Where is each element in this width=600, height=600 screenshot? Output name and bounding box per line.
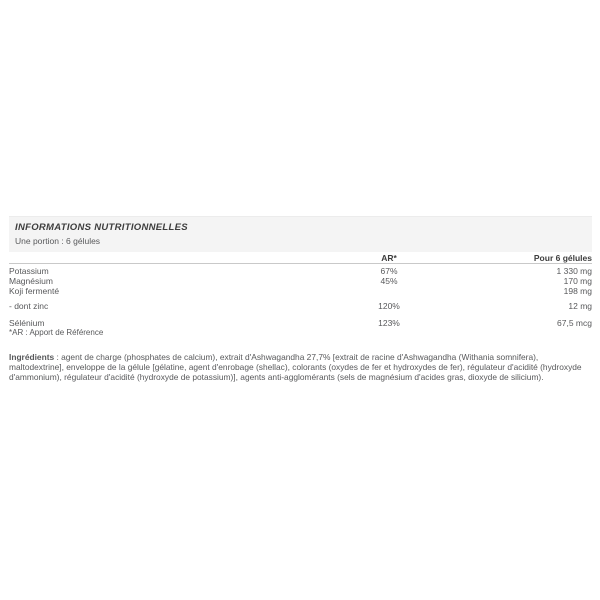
nutrient-amount: 1 330 mg xyxy=(556,266,592,276)
table-row xyxy=(9,266,592,276)
table-header-row xyxy=(9,252,592,264)
nutrient-name: Sélénium xyxy=(9,318,45,328)
ingredients-label: Ingrédients xyxy=(9,352,55,362)
nutrient-ar-percent: 120% xyxy=(378,301,400,311)
table-row xyxy=(9,301,592,311)
nutrition-panel xyxy=(9,216,592,382)
nutrition-table-body xyxy=(9,266,592,328)
nutrient-ar-percent: 45% xyxy=(380,276,398,286)
nutrition-header xyxy=(9,216,592,252)
header-amount-column: Pour 6 gélules xyxy=(533,253,592,263)
nutrition-title: INFORMATIONS NUTRITIONNELLES xyxy=(15,222,188,233)
header-ar-column: AR* xyxy=(381,253,397,263)
nutrient-amount: 12 mg xyxy=(568,301,592,311)
nutrient-amount: 198 mg xyxy=(563,286,592,296)
header-nutrient-column xyxy=(9,253,349,263)
nutrient-name: Potassium xyxy=(9,266,49,276)
nutrient-ar-percent: 123% xyxy=(378,318,400,328)
ar-footnote: *AR : Apport de Référence xyxy=(9,328,104,337)
nutrient-name: - dont zinc xyxy=(9,301,49,311)
nutrient-name: Koji fermenté xyxy=(9,286,60,296)
nutrient-amount: 67,5 mcg xyxy=(557,318,592,328)
ingredients-paragraph xyxy=(9,352,592,382)
ingredients-text: : agent de charge (phosphates de calcium), extrait d'Ashwagandha 27,7% [extrait de racine d'Ashwagandha (Withania somnifera), maltodextrine], enveloppe de la gélule [gélatine, agent d'enrobage (shellac), colorants (oxydes de fer et hydroxydes de fer), régulateur d'acidité (hydroxyde d'ammonium), régulateur d'acidité (hydroxyde de potassium)], agents anti-agglomérants (sels de magnésium d'acides gras, dioxyde de silicium). xyxy=(9,352,582,382)
table-row xyxy=(9,286,592,296)
nutrition-table xyxy=(9,252,592,338)
nutrient-ar-percent xyxy=(349,286,429,296)
nutrient-ar-percent: 67% xyxy=(380,266,398,276)
portion-size-text: Une portion : 6 gélules xyxy=(15,236,101,246)
nutrient-amount: 170 mg xyxy=(563,276,592,286)
nutrient-name: Magnésium xyxy=(9,276,53,286)
table-row xyxy=(9,318,592,328)
table-row xyxy=(9,276,592,286)
